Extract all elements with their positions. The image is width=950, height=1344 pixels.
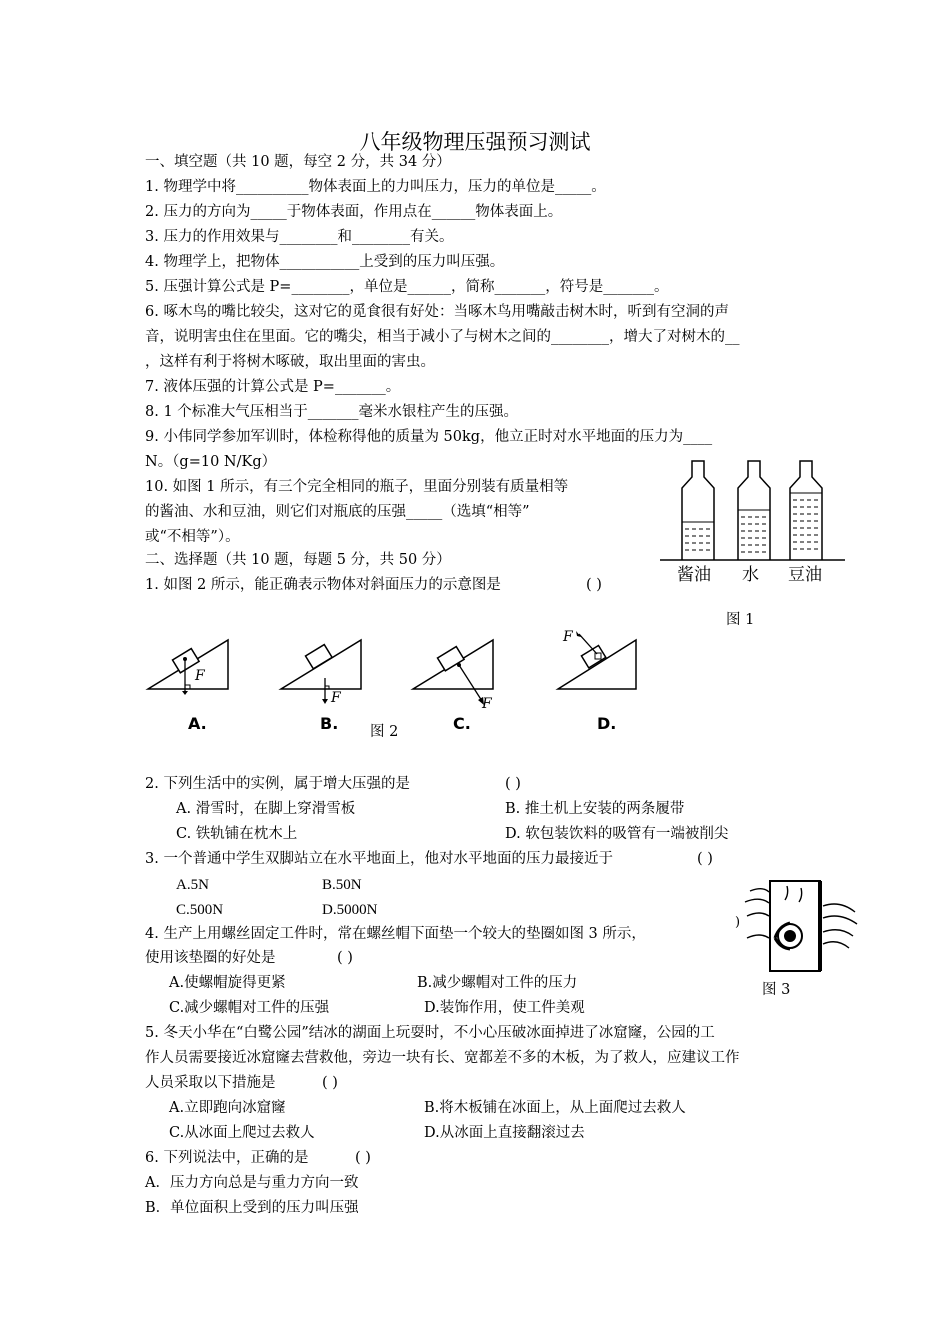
question-2-3-option-d: D.5000N xyxy=(322,902,378,918)
figure2-option-a: A. xyxy=(188,714,207,733)
figure3-caption: 图 3 xyxy=(762,982,791,998)
figure1-label-water: 水 xyxy=(742,565,759,585)
figure2-option-d: D. xyxy=(597,714,617,733)
figure2-caption: 图 2 xyxy=(370,724,399,740)
figure1-caption: 图 1 xyxy=(726,612,755,628)
figure2-c-force-label: F xyxy=(482,696,492,712)
question-2-3-option-b: B.50N xyxy=(322,877,362,893)
question-1-2: 2. 压力的方向为_____于物体表面，作用点在______物体表面上。 xyxy=(145,204,563,220)
question-2-5-answer-paren: ( ) xyxy=(322,1075,338,1091)
question-1-9-line2: N。（g=10 N/Kg） xyxy=(145,454,277,470)
question-1-1: 1. 物理学中将__________物体表面上的力叫压力，压力的单位是_____。 xyxy=(145,179,606,195)
question-2-3-answer-paren: ( ) xyxy=(697,851,713,867)
question-1-3: 3. 压力的作用效果与________和________有关。 xyxy=(145,229,454,245)
question-2-6-option-a: A．压力方向总是与重力方向一致 xyxy=(145,1175,359,1191)
question-2-5-option-d: D.从冰面上直接翻滚过去 xyxy=(424,1125,585,1141)
figure1-label-bean-oil: 豆油 xyxy=(788,565,822,585)
question-2-4-option-d: D.装饰作用，使工件美观 xyxy=(424,1000,585,1016)
question-2-2-option-c: C. 铁轨铺在枕木上 xyxy=(176,826,298,842)
question-2-5-option-b: B.将木板铺在冰面上，从上面爬过去救人 xyxy=(424,1100,686,1116)
figure3-screw-washer xyxy=(735,876,865,976)
figure2-incline-d xyxy=(555,628,645,693)
question-1-6-line2: 音，说明害虫住在里面。它的嘴尖，相当于减小了与树木之间的________，增大了对树木的__ xyxy=(145,329,740,345)
question-1-9-line1: 9. 小伟同学参加军训时，体检称得他的质量为 50kg，他立正时对水平地面的压力为____ xyxy=(145,429,713,445)
question-2-2-option-d: D. 软包装饮料的吸管有一端被削尖 xyxy=(505,826,729,842)
question-2-3-option-a: A.5N xyxy=(176,877,209,893)
section2-heading: 二、选择题（共 10 题，每题 5 分，共 50 分） xyxy=(145,552,451,568)
question-2-6: 6. 下列说法中，正确的是 xyxy=(145,1150,309,1166)
question-2-1-answer-paren: ( ) xyxy=(586,577,602,593)
figure1-label-soy-sauce: 酱油 xyxy=(677,565,711,585)
question-2-4-option-c: C.减少螺帽对工件的压强 xyxy=(169,1000,330,1016)
figure2-d-force-label: F xyxy=(563,629,573,645)
question-1-10-line1: 10. 如图 1 所示，有三个完全相同的瓶子，里面分别装有质量相等 xyxy=(145,479,569,495)
figure2-incline-a xyxy=(145,635,235,695)
question-2-3-option-c: C.500N xyxy=(176,902,224,918)
figure2-option-c: C. xyxy=(453,714,471,733)
question-1-8: 8. 1 个标准大气压相当于_______毫米水银柱产生的压强。 xyxy=(145,404,519,420)
question-2-2-option-a: A. 滑雪时，在脚上穿滑雪板 xyxy=(176,801,356,817)
question-1-10-line2: 的酱油、水和豆油，则它们对瓶底的压强_____（选填“相等” xyxy=(145,504,530,520)
question-2-5-line2: 作人员需要接近冰窟窿去营救他，旁边一块有长、宽都差不多的木板，为了救人，应建议工作 xyxy=(145,1050,740,1066)
question-2-4-option-a: A.使螺帽旋得更紧 xyxy=(169,975,286,991)
question-2-5-option-c: C.从冰面上爬过去救人 xyxy=(169,1125,315,1141)
question-2-5-option-a: A.立即跑向冰窟窿 xyxy=(169,1100,286,1116)
figure2-b-force-label: F xyxy=(331,690,341,706)
question-2-4-option-b: B.减少螺帽对工件的压力 xyxy=(417,975,578,991)
question-2-2: 2. 下列生活中的实例，属于增大压强的是 xyxy=(145,776,410,792)
figure2-option-b: B. xyxy=(320,714,339,733)
question-1-7: 7. 液体压强的计算公式是 P=_______。 xyxy=(145,379,401,395)
question-2-6-option-b: B．单位面积上受到的压力叫压强 xyxy=(145,1200,359,1216)
figure2-a-force-label: F xyxy=(195,668,205,684)
question-1-6-line3: ，这样有利于将树木啄破，取出里面的害虫。 xyxy=(145,354,435,370)
figure2-incline-b xyxy=(278,635,368,705)
question-2-4-line1: 4. 生产上用螺丝固定工件时，常在螺丝帽下面垫一个较大的垫圈如图 3 所示， xyxy=(145,926,646,942)
question-2-4-answer-paren: ( ) xyxy=(337,950,353,966)
svg-text:): ) xyxy=(735,915,741,930)
question-2-2-answer-paren: ( ) xyxy=(505,776,521,792)
question-2-5-line1: 5. 冬天小华在“白鹭公园”结冰的湖面上玩耍时，不小心压破冰面掉进了冰窟窿，公园的工 xyxy=(145,1025,715,1041)
question-2-4-line2: 使用该垫圈的好处是 xyxy=(145,950,276,966)
question-1-5: 5. 压强计算公式是 P=________，单位是______，简称_______，符号是_______。 xyxy=(145,279,669,295)
question-2-2-option-b: B. 推土机上安装的两条履带 xyxy=(505,801,685,817)
figure2-incline-c xyxy=(410,635,510,710)
question-1-10-line3: 或“不相等”）。 xyxy=(145,529,240,545)
question-2-6-answer-paren: ( ) xyxy=(355,1150,371,1166)
question-2-1: 1. 如图 2 所示，能正确表示物体对斜面压力的示意图是 xyxy=(145,577,501,593)
question-2-5-line3: 人员采取以下措施是 xyxy=(145,1075,276,1091)
question-2-3: 3. 一个普通中学生双脚站立在水平地面上，他对水平地面的压力最接近于 xyxy=(145,851,613,867)
page-title: 八年级物理压强预习测试 xyxy=(359,130,591,154)
question-1-6-line1: 6. 啄木鸟的嘴比较尖，这对它的觅食很有好处：当啄木鸟用嘴敲击树木时，听到有空洞的声 xyxy=(145,304,729,320)
section1-heading: 一、填空题（共 10 题，每空 2 分，共 34 分） xyxy=(145,154,451,170)
question-1-4: 4. 物理学上，把物体___________上受到的压力叫压强。 xyxy=(145,254,505,270)
